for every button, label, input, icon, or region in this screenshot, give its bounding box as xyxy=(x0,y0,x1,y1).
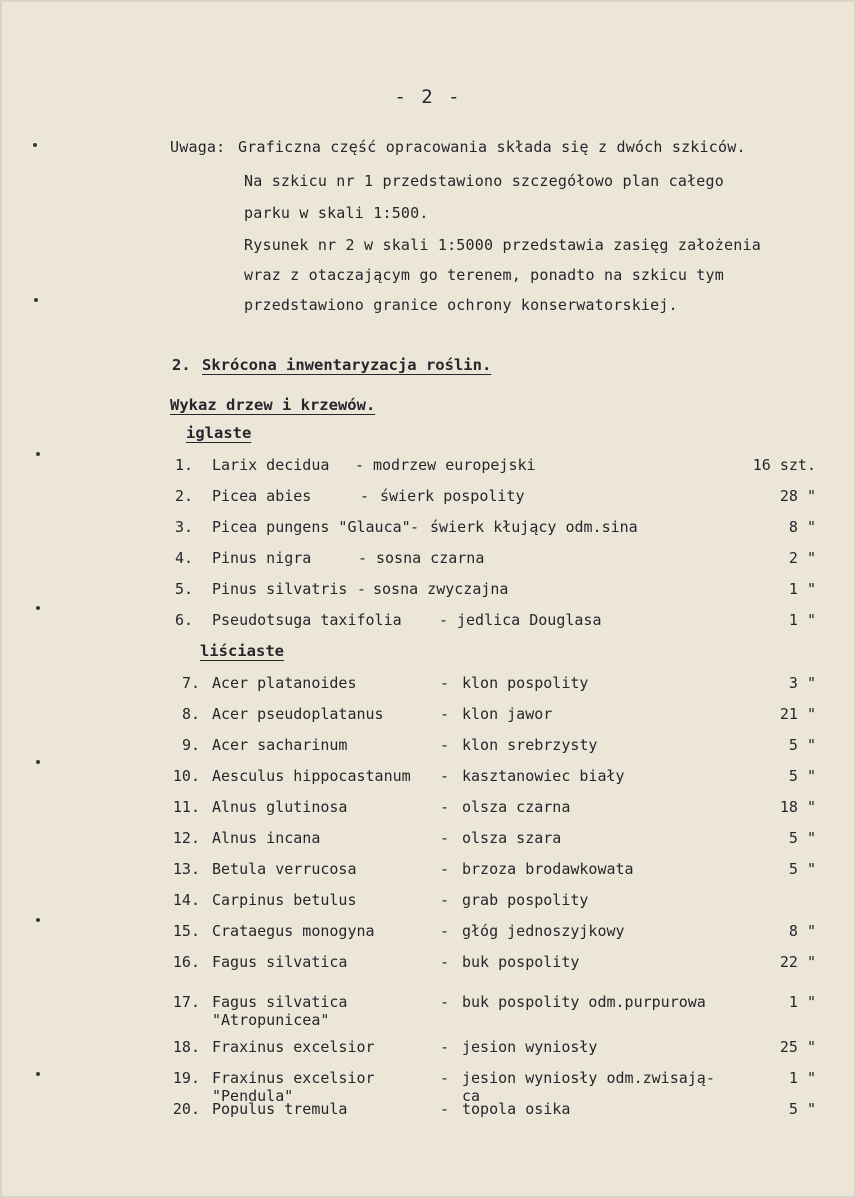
plant-number: 15. xyxy=(172,922,200,940)
margin-punch-dot xyxy=(36,606,40,610)
margin-punch-dot xyxy=(36,760,40,764)
plant-separator: - xyxy=(355,456,365,474)
plant-count: 16 szt. xyxy=(752,456,816,474)
plant-separator: - xyxy=(440,922,450,940)
plant-count: 8 " xyxy=(788,922,816,940)
note-line: parku w skali 1:500. xyxy=(244,204,429,222)
plant-row xyxy=(0,953,856,975)
plant-latin-name: Picea abies xyxy=(212,487,312,505)
plant-separator: - xyxy=(440,798,450,816)
plant-latin-name: Acer sacharinum xyxy=(212,736,348,754)
plant-count: 18 " xyxy=(779,798,816,816)
plant-count: 5 " xyxy=(788,860,816,878)
plant-row xyxy=(0,456,856,478)
plant-polish-name: sosna czarna xyxy=(376,549,485,567)
plant-number: 12. xyxy=(172,829,200,847)
plant-row xyxy=(0,611,856,633)
plant-number: 20. xyxy=(172,1100,200,1118)
plant-separator: - xyxy=(440,891,450,909)
plant-separator: - xyxy=(410,518,420,536)
plant-polish-name: olsza szara xyxy=(462,829,562,847)
plant-latin-name: Alnus incana xyxy=(212,829,321,847)
plant-number: 17. xyxy=(172,993,200,1011)
plant-count: 3 " xyxy=(788,674,816,692)
section-number: 2. xyxy=(172,356,191,374)
plant-latin-name: Crataegus monogyna xyxy=(212,922,375,940)
plant-row xyxy=(0,705,856,727)
plant-latin-name: Fagus silvatica xyxy=(212,953,348,971)
plant-number: 7. xyxy=(181,674,200,692)
page-number: - 2 - xyxy=(394,86,462,108)
plant-number: 5. xyxy=(174,580,193,598)
plant-row xyxy=(0,580,856,602)
plant-polish-name: jedlica Douglasa xyxy=(457,611,602,629)
plant-latin-name: Aesculus hippocastanum xyxy=(212,767,411,785)
plant-polish-name: topola osika xyxy=(462,1100,571,1118)
plant-polish-name: brzoza brodawkowata xyxy=(462,860,634,878)
plant-count: 1 " xyxy=(788,611,816,629)
plant-count: 2 " xyxy=(788,549,816,567)
plant-separator: - xyxy=(440,860,450,878)
plant-separator: - xyxy=(440,705,450,723)
plant-count: 21 " xyxy=(779,705,816,723)
plant-polish-name-cont: ca xyxy=(462,1087,481,1105)
plant-row xyxy=(0,1069,856,1105)
section-title: Skrócona inwentaryzacja roślin. xyxy=(202,356,492,374)
plant-count: 25 " xyxy=(779,1038,816,1056)
plant-row xyxy=(0,487,856,509)
plant-polish-name: jesion wyniosły odm.zwisają- xyxy=(462,1069,715,1087)
plant-latin-name: Alnus glutinosa xyxy=(212,798,348,816)
plant-row xyxy=(0,518,856,540)
plant-separator: - xyxy=(440,767,450,785)
plant-number: 10. xyxy=(172,767,200,785)
margin-punch-dot xyxy=(33,143,37,147)
plant-number: 8. xyxy=(181,705,200,723)
plant-number: 19. xyxy=(172,1069,200,1087)
plant-count: 5 " xyxy=(788,829,816,847)
group-title-deciduous: liściaste xyxy=(200,642,284,660)
plant-latin-name: Fraxinus excelsior xyxy=(212,1069,375,1087)
plant-separator: - xyxy=(440,829,450,847)
plant-latin-cultivar: "Atropunicea" xyxy=(212,1011,330,1029)
plant-polish-name: modrzew europejski xyxy=(373,456,536,474)
plant-number: 1. xyxy=(174,456,193,474)
plant-polish-name: sosna zwyczajna xyxy=(373,580,509,598)
plant-count: 1 " xyxy=(788,993,816,1011)
plant-row xyxy=(0,1038,856,1060)
plant-separator: - xyxy=(440,953,450,971)
plant-separator: - xyxy=(440,1069,450,1087)
plant-row xyxy=(0,549,856,571)
group-title-conifers: iglaste xyxy=(186,424,252,442)
note-label: Uwaga: xyxy=(170,138,226,156)
plant-polish-name: świerk kłujący odm.sina xyxy=(430,518,638,536)
plant-latin-name: Carpinus betulus xyxy=(212,891,357,909)
note-line: Rysunek nr 2 w skali 1:5000 przedstawia zasięg założenia xyxy=(244,236,761,254)
note-line: Na szkicu nr 1 przedstawiono szczegółowo plan całego xyxy=(244,172,724,190)
plant-separator: - xyxy=(440,1100,450,1118)
plant-separator: - xyxy=(440,1038,450,1056)
plant-row xyxy=(0,860,856,882)
plant-separator: - xyxy=(440,674,450,692)
plant-row xyxy=(0,829,856,851)
plant-number: 14. xyxy=(172,891,200,909)
plant-polish-name: klon jawor xyxy=(462,705,553,723)
plant-count: 1 " xyxy=(788,580,816,598)
plant-latin-name: Picea pungens "Glauca" xyxy=(212,518,411,536)
plant-separator: - xyxy=(439,611,449,629)
plant-number: 4. xyxy=(174,549,193,567)
plant-polish-name: jesion wyniosły xyxy=(462,1038,598,1056)
plant-count: 8 " xyxy=(788,518,816,536)
plant-count: 22 " xyxy=(779,953,816,971)
plant-row xyxy=(0,674,856,696)
plant-number: 11. xyxy=(172,798,200,816)
plant-polish-name: klon pospolity xyxy=(462,674,589,692)
plant-latin-cultivar: "Pendula" xyxy=(212,1087,294,1105)
plant-separator: - xyxy=(358,549,368,567)
plant-polish-name: olsza czarna xyxy=(462,798,571,816)
plant-polish-name: buk pospolity odm.purpurowa xyxy=(462,993,706,1011)
plant-latin-name: Fagus silvatica xyxy=(212,993,348,1011)
plant-row xyxy=(0,1100,856,1122)
plant-row xyxy=(0,736,856,758)
plant-polish-name: świerk pospolity xyxy=(380,487,525,505)
list-title: Wykaz drzew i krzewów. xyxy=(170,396,376,414)
plant-number: 13. xyxy=(172,860,200,878)
plant-latin-name: Acer platanoides xyxy=(212,674,357,692)
plant-latin-name: Larix decidua xyxy=(212,456,330,474)
plant-row xyxy=(0,767,856,789)
plant-latin-name: Pinus nigra xyxy=(212,549,312,567)
plant-separator: - xyxy=(440,736,450,754)
plant-row xyxy=(0,798,856,820)
plant-polish-name: buk pospolity xyxy=(462,953,580,971)
plant-count: 5 " xyxy=(788,1100,816,1118)
plant-number: 6. xyxy=(174,611,193,629)
plant-latin-name: Betula verrucosa xyxy=(212,860,357,878)
note-line: Graficzna część opracowania składa się z dwóch szkiców. xyxy=(238,138,746,156)
note-line: wraz z otaczającym go terenem, ponadto na szkicu tym xyxy=(244,266,724,284)
plant-number: 16. xyxy=(172,953,200,971)
plant-row xyxy=(0,891,856,913)
plant-latin-name: Pseudotsuga taxifolia xyxy=(212,611,402,629)
plant-count: 28 " xyxy=(779,487,816,505)
plant-number: 9. xyxy=(181,736,200,754)
plant-latin-name: Populus tremula xyxy=(212,1100,348,1118)
plant-number: 18. xyxy=(172,1038,200,1056)
note-line: przedstawiono granice ochrony konserwatorskiej. xyxy=(244,296,678,314)
margin-punch-dot xyxy=(34,298,38,302)
plant-separator: - xyxy=(357,580,367,598)
plant-number: 3. xyxy=(174,518,193,536)
plant-separator: - xyxy=(440,993,450,1011)
plant-latin-name: Pinus silvatris xyxy=(212,580,348,598)
plant-polish-name: głóg jednoszyjkowy xyxy=(462,922,625,940)
plant-polish-name: klon srebrzysty xyxy=(462,736,598,754)
plant-latin-name: Fraxinus excelsior xyxy=(212,1038,375,1056)
plant-polish-name: kasztanowiec biały xyxy=(462,767,625,785)
plant-latin-name: Acer pseudoplatanus xyxy=(212,705,384,723)
plant-count: 5 " xyxy=(788,767,816,785)
plant-row xyxy=(0,993,856,1029)
plant-separator: - xyxy=(360,487,370,505)
plant-count: 1 " xyxy=(788,1069,816,1087)
plant-row xyxy=(0,922,856,944)
plant-polish-name: grab pospolity xyxy=(462,891,589,909)
plant-number: 2. xyxy=(174,487,193,505)
plant-count: 5 " xyxy=(788,736,816,754)
